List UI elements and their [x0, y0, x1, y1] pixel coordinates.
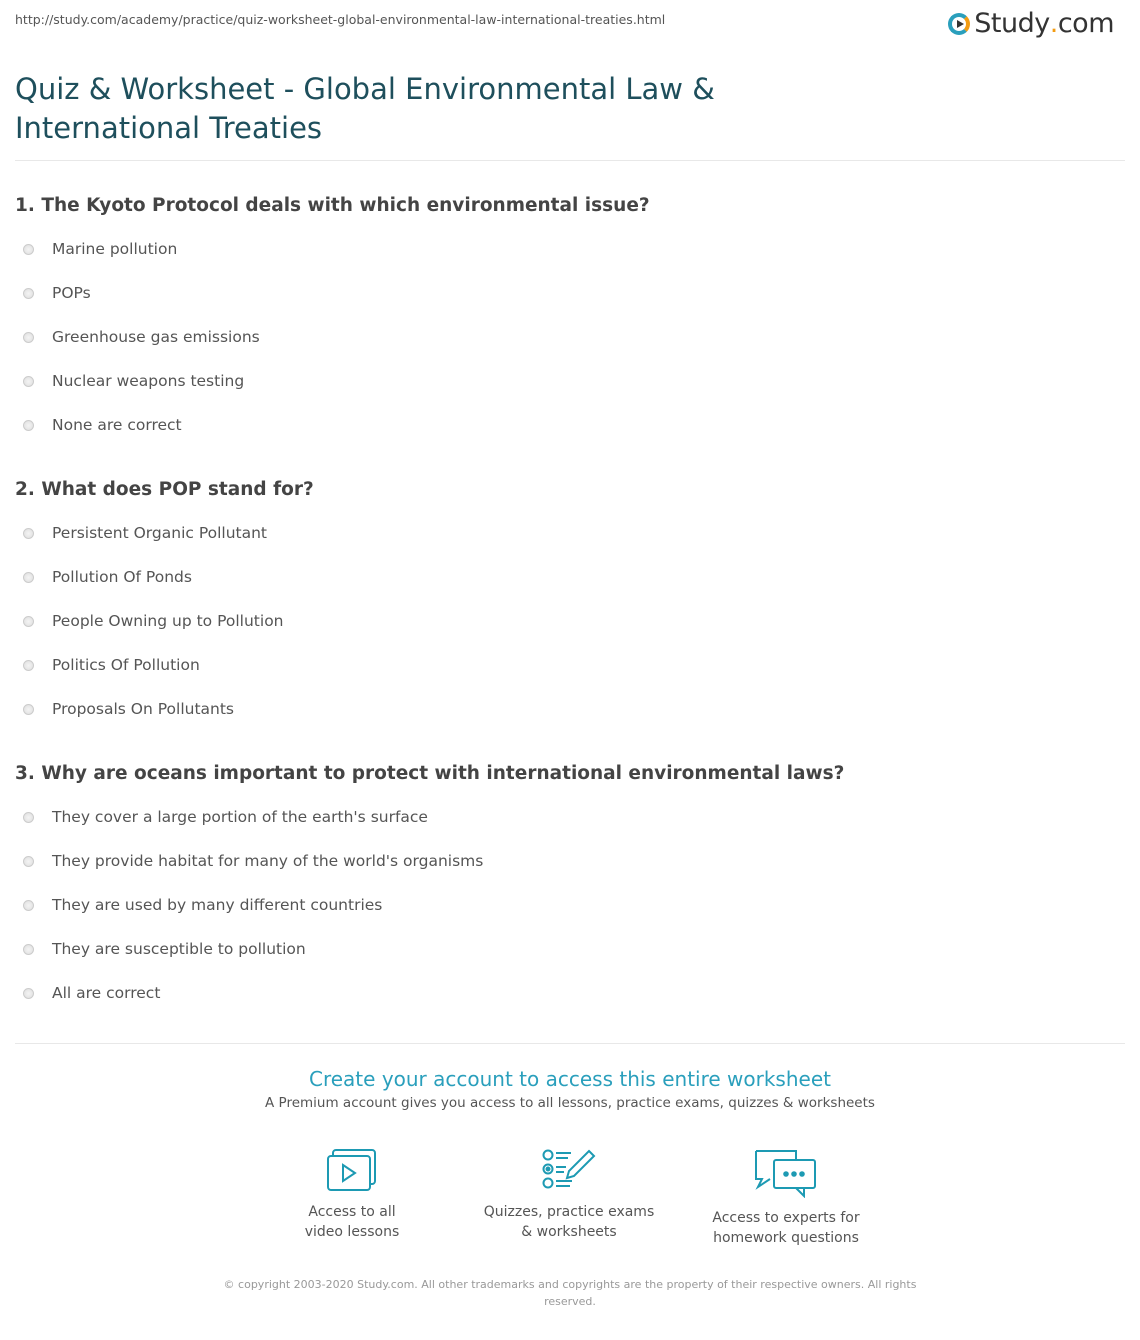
divider — [15, 1043, 1125, 1044]
answer-option[interactable] — [15, 555, 1115, 599]
question-text: 2. What does POP stand for? — [15, 479, 314, 500]
cta-subtext: A Premium account gives you access to all lessons, practice exams, quizzes & worksheets — [265, 1095, 875, 1111]
quiz-icon — [541, 1148, 597, 1192]
radio-button-icon[interactable] — [23, 944, 34, 955]
study-logo[interactable] — [948, 8, 1114, 39]
feature-experts — [686, 1148, 886, 1248]
answer-option[interactable] — [15, 511, 1115, 555]
answer-option[interactable] — [15, 883, 1115, 927]
radio-button-icon[interactable] — [23, 704, 34, 715]
video-lessons-icon — [326, 1148, 378, 1192]
answer-option[interactable] — [15, 971, 1115, 1015]
answer-option[interactable] — [15, 643, 1115, 687]
feature-label: Access to all — [308, 1204, 396, 1220]
answer-label: Persistent Organic Pollutant — [52, 524, 268, 542]
question — [15, 479, 1115, 731]
page-title: Quiz & Worksheet - Global Environmental Law & International Treaties — [15, 72, 715, 145]
answer-label: None are correct — [52, 416, 182, 434]
answer-option[interactable] — [15, 839, 1115, 883]
answer-option[interactable] — [15, 227, 1115, 271]
radio-button-icon[interactable] — [23, 376, 34, 387]
page-url: http://study.com/academy/practice/quiz-worksheet-global-environmental-law-international-treaties.html — [15, 12, 666, 27]
logo-tld: com — [1057, 8, 1114, 39]
answer-label: Marine pollution — [52, 240, 178, 258]
feature-label: Access to experts for — [712, 1210, 860, 1226]
create-account-link[interactable]: Create your account to access this entire worksheet — [309, 1067, 831, 1091]
radio-button-icon[interactable] — [23, 288, 34, 299]
answer-label: Pollution Of Ponds — [52, 568, 192, 586]
radio-button-icon[interactable] — [23, 900, 34, 911]
radio-button-icon[interactable] — [23, 856, 34, 867]
answer-label: Greenhouse gas emissions — [52, 328, 260, 346]
feature-label: Quizzes, practice exams — [483, 1204, 655, 1220]
play-logo-icon — [948, 13, 970, 35]
feature-label: homework questions — [713, 1230, 859, 1246]
answer-option[interactable] — [15, 271, 1115, 315]
answer-option[interactable] — [15, 687, 1115, 731]
answer-label: People Owning up to Pollution — [52, 612, 284, 630]
signup-cta — [0, 1065, 1140, 1111]
chat-icon — [754, 1148, 818, 1198]
feature-quizzes — [469, 1148, 669, 1242]
answer-label: They provide habitat for many of the world's organisms — [52, 852, 484, 870]
radio-button-icon[interactable] — [23, 420, 34, 431]
question — [15, 195, 1115, 447]
answer-option[interactable] — [15, 403, 1115, 447]
answer-label: Proposals On Pollutants — [52, 700, 235, 718]
radio-button-icon[interactable] — [23, 572, 34, 583]
radio-button-icon[interactable] — [23, 244, 34, 255]
answer-label: Politics Of Pollution — [52, 656, 200, 674]
feature-label: video lessons — [304, 1224, 400, 1240]
answer-label: POPs — [52, 284, 91, 302]
question — [15, 763, 1115, 1015]
radio-button-icon[interactable] — [23, 988, 34, 999]
logo-dot: . — [1049, 8, 1058, 39]
radio-button-icon[interactable] — [23, 332, 34, 343]
radio-button-icon[interactable] — [23, 616, 34, 627]
radio-button-icon[interactable] — [23, 660, 34, 671]
answer-option[interactable] — [15, 927, 1115, 971]
answer-label: All are correct — [52, 984, 161, 1002]
question-list — [15, 195, 1115, 1047]
answer-label: They cover a large portion of the earth's surface — [52, 808, 428, 826]
answer-option[interactable] — [15, 599, 1115, 643]
answer-label: They are susceptible to pollution — [52, 940, 306, 958]
divider — [15, 160, 1125, 161]
radio-button-icon[interactable] — [23, 812, 34, 823]
logo-text: Study — [974, 8, 1050, 39]
question-text: 1. The Kyoto Protocol deals with which environmental issue? — [15, 195, 650, 216]
answer-option[interactable] — [15, 315, 1115, 359]
feature-video-lessons — [252, 1148, 452, 1242]
radio-button-icon[interactable] — [23, 528, 34, 539]
answer-label: They are used by many different countries — [52, 896, 383, 914]
feature-label: & worksheets — [521, 1224, 617, 1240]
answer-option[interactable] — [15, 795, 1115, 839]
answer-option[interactable] — [15, 359, 1115, 403]
question-text: 3. Why are oceans important to protect with international environmental laws? — [15, 763, 845, 784]
copyright-footer: © copyright 2003-2020 Study.com. All other trademarks and copyrights are the property of their respective owners. All rights reserved. — [223, 1278, 917, 1308]
answer-label: Nuclear weapons testing — [52, 372, 245, 390]
